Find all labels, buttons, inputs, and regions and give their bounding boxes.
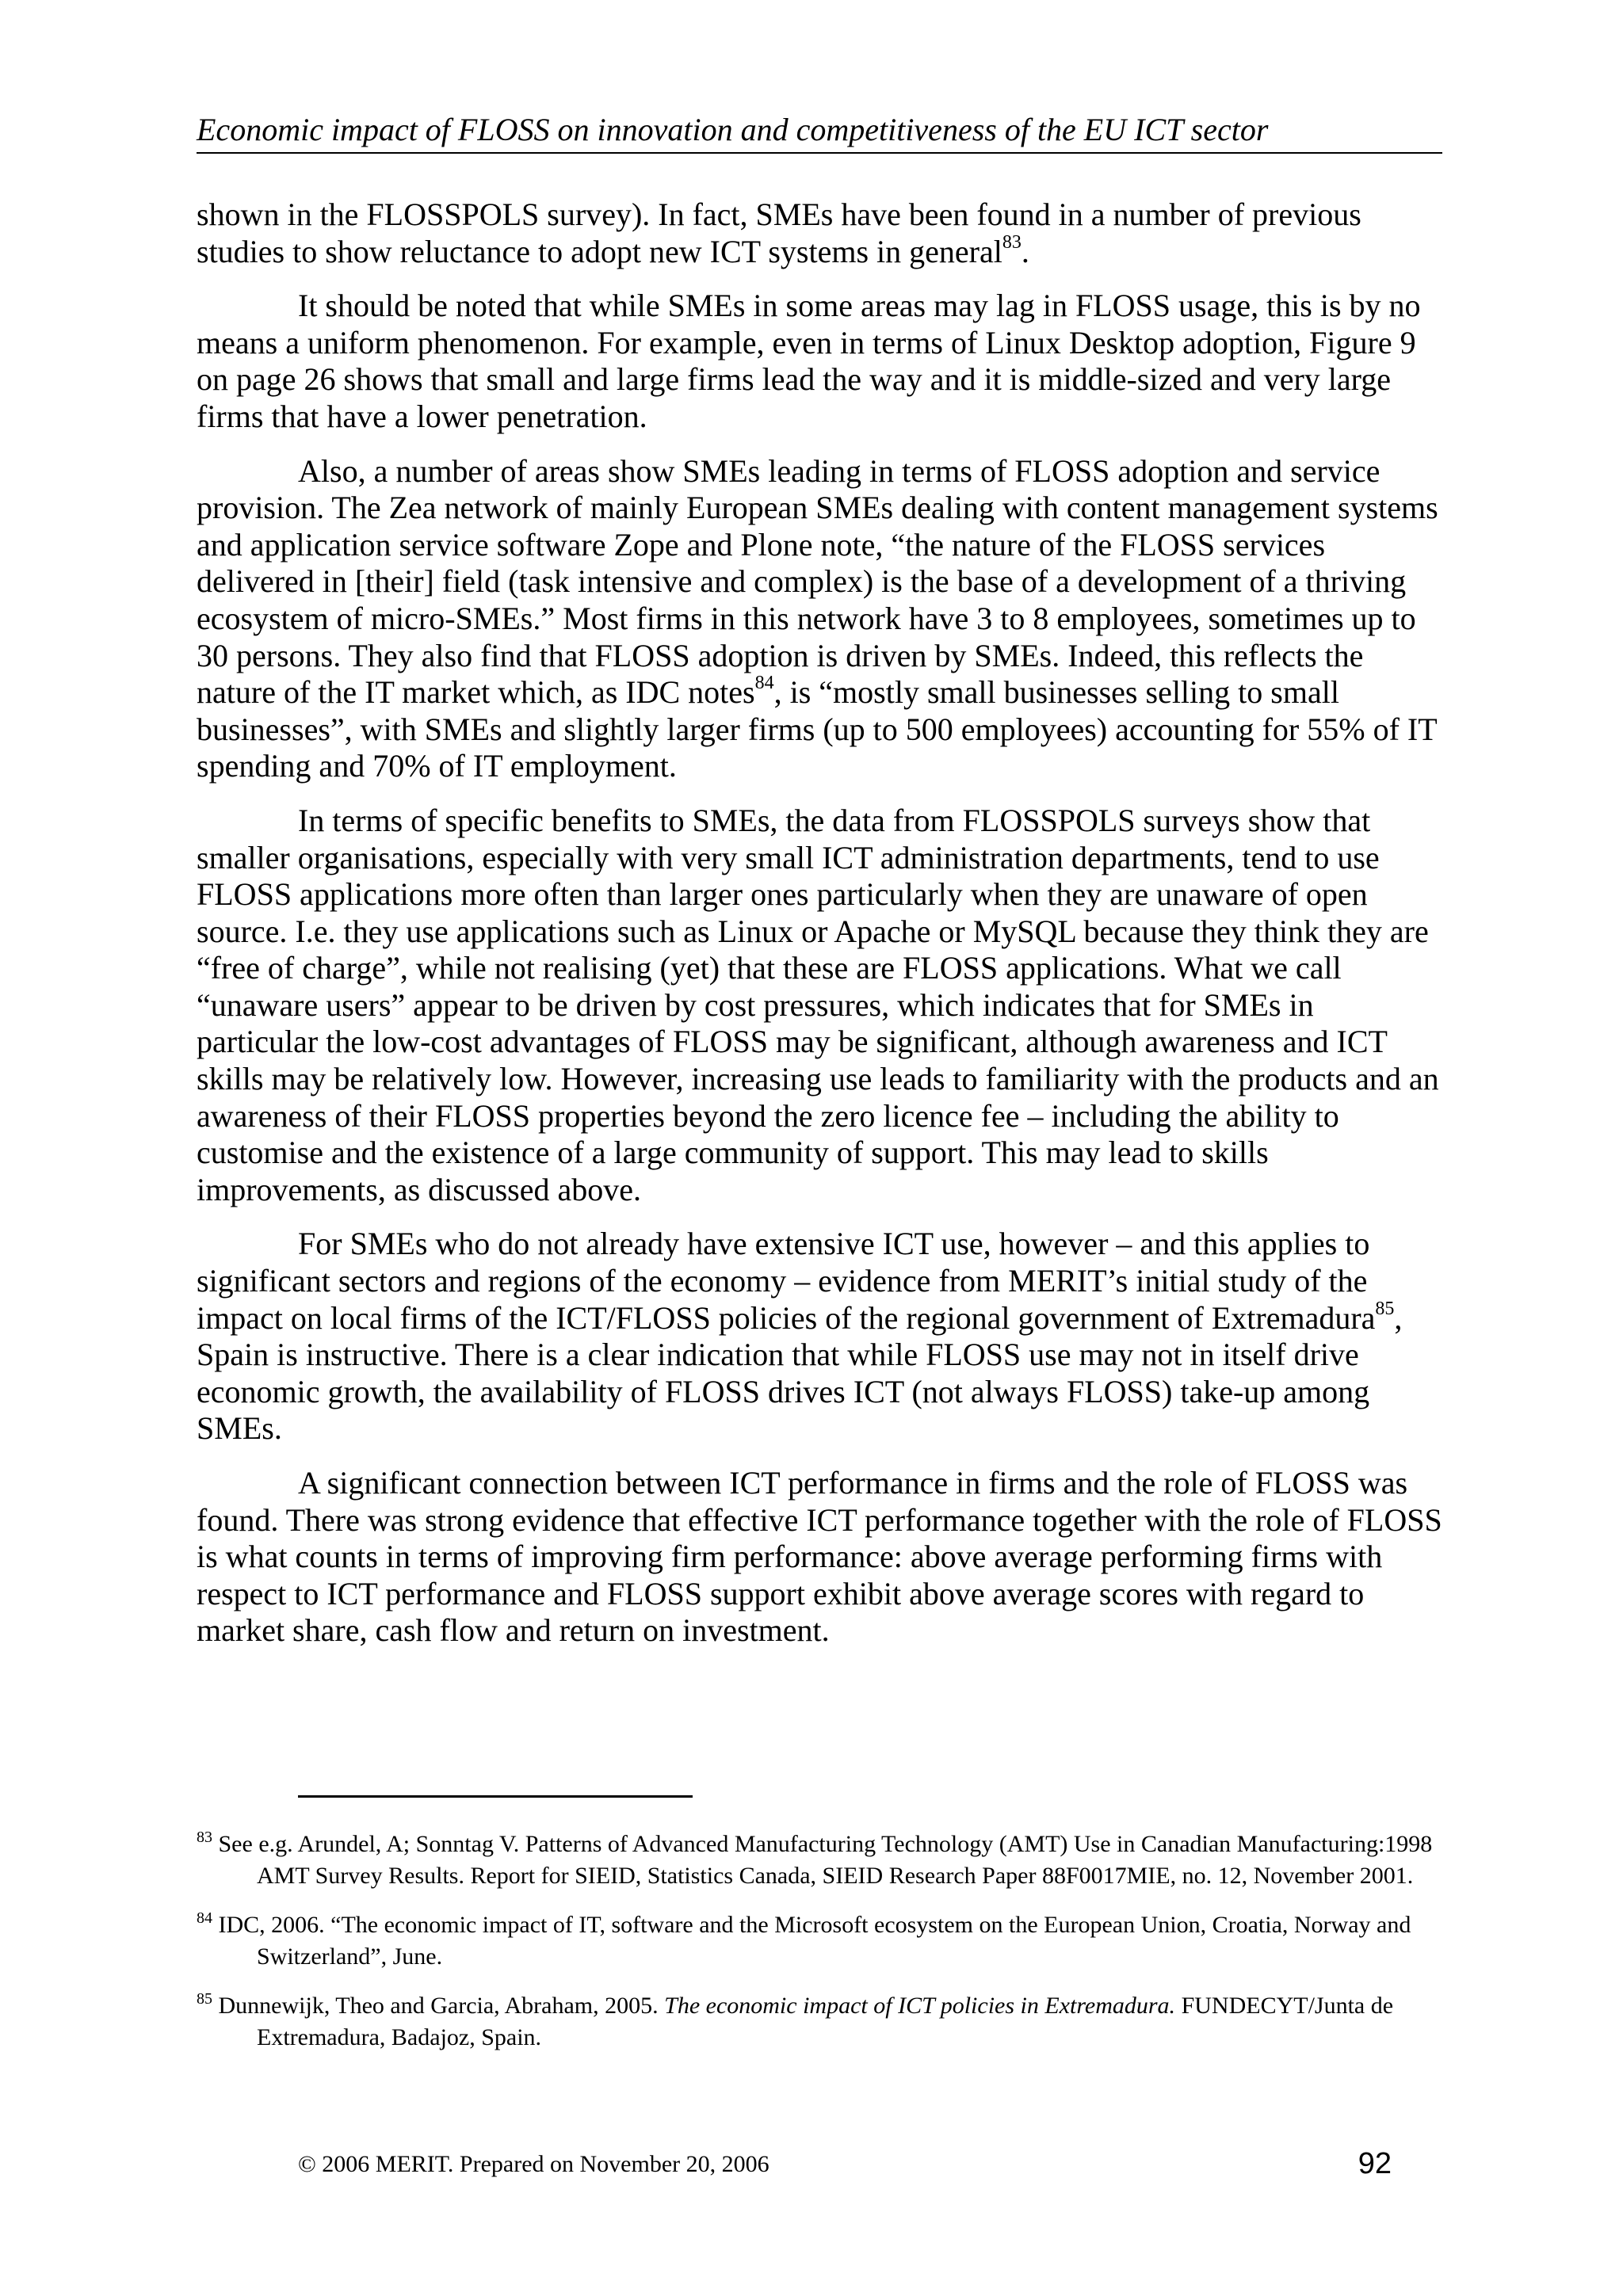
paragraph-1 (197, 196, 1442, 270)
footnote-number: 84 (197, 1909, 212, 1927)
paragraph-text: , is “mostly small businesses selling to small businesses”, with SMEs and slightly larger firms (up to 500 employees) accounting for 55% of IT spending and 70% of IT employment. (197, 674, 1437, 784)
footnote-85 (197, 1990, 1442, 2054)
body-text (197, 196, 1442, 1667)
footnote-ref-84[interactable]: 84 (754, 673, 774, 694)
footnote-title: The economic impact of ICT policies in Extremadura. (664, 1993, 1176, 2019)
footnote-text: IDC, 2006. “The economic impact of IT, software and the Microsoft ecosystem on the European Union, Croatia, Norway and Switzerland”, June. (212, 1912, 1411, 1970)
paragraph-text: , Spain is instructive. There is a clear indication that while FLOSS use may not in itself drive economic growth, the availability of FLOSS drives ICT (not always FLOSS) take-up among SMEs. (197, 1299, 1403, 1447)
paragraph-2: It should be noted that while SMEs in some areas may lag in FLOSS usage, this is by no means a uniform phenomenon. For example, even in terms of Linux Desktop adoption, Figure 9 on page 26 shows that small and large firms lead the way and it is middle-sized and very large firms that have a lower penetration. (197, 288, 1421, 434)
footnotes (197, 1829, 1442, 2071)
paragraph-5 (197, 1226, 1442, 1447)
paragraph-text: Also, a number of areas show SMEs leading in terms of FLOSS adoption and service provision. The Zea network of mainly European SMEs dealing with content management systems and application service software Zope and Plone note, “the nature of the FLOSS services delivered in [their] field (task intensive and complex) is the base of a development of a thriving ecosystem of micro-SMEs.” Most firms in this network have 3 to 8 employees, sometimes up to 30 persons. They also find that FLOSS adoption is driven by SMEs. Indeed, this reflects the nature of the IT market which, as IDC notes (197, 452, 1438, 711)
footnote-83 (197, 1829, 1442, 1892)
footnote-ref-83[interactable]: 83 (1002, 231, 1022, 253)
footnote-text: See e.g. Arundel, A; Sonntag V. Patterns of Advanced Manufacturing Technology (AMT) Use in Canadian Manufacturing:1998 AMT Survey Results. Report for SIEID, Statistics Canada, SIEID Research Paper 88F0017MIE, no. 12, November 2001. (212, 1831, 1433, 1889)
footnote-number: 85 (197, 1990, 212, 2008)
page-footer (298, 2147, 1392, 2185)
footnote-84 (197, 1909, 1442, 1973)
footnote-text: FUNDECYT/Junta de Extremadura, Badajoz, Spain. (257, 1993, 1394, 2050)
footnote-separator (298, 1795, 693, 1798)
paragraph-text: . (1021, 233, 1029, 269)
running-header (197, 111, 1442, 154)
paragraph-6: A significant connection between ICT performance in firms and the role of FLOSS was found. There was strong evidence that effective ICT performance together with the role of FLOSS is what counts in terms of improving firm performance: above average performing firms with respect to ICT performance and FLOSS support exhibit above average scores with regard to market share, cash flow and return on investment. (197, 1465, 1442, 1649)
paragraph-3 (197, 453, 1442, 785)
paragraph-4: In terms of specific benefits to SMEs, the data from FLOSSPOLS surveys show that smaller organisations, especially with very small ICT administration departments, tend to use FLOSS applications more often than larger ones particularly when they are unaware of open source. I.e. they use applications such as Linux or Apache or MySQL because they think they are “free of charge”, while not realising (yet) that these are FLOSS applications. What we call “unaware users” appear to be driven by cost pressures, which indicates that for SMEs in particular the low-cost advantages of FLOSS may be significant, although awareness and ICT skills may be relatively low. However, increasing use leads to familiarity with the products and an awareness of their FLOSS properties beyond the zero licence fee – including the ability to customise and the existence of a large community of support. This may lead to skills improvements, as discussed above. (197, 802, 1439, 1207)
footnote-number: 83 (197, 1829, 212, 1846)
paragraph-text: shown in the FLOSSPOLS survey). In fact, SMEs have been found in a number of previous studies to show reluctance to adopt new ICT systems in general (197, 196, 1361, 269)
copyright-notice: © 2006 MERIT. Prepared on November 20, 2006 (298, 2151, 769, 2177)
footnote-text: Dunnewijk, Theo and Garcia, Abraham, 2005. (212, 1993, 665, 2019)
header-title: Economic impact of FLOSS on innovation and competitiveness of the EU ICT sector (197, 112, 1269, 147)
page-number: 92 (1358, 2147, 1392, 2180)
paragraph-text: For SMEs who do not already have extensive ICT use, however – and this applies to significant sectors and regions of the economy – evidence from MERIT’s initial study of the impact on local firms of the ICT/FLOSS policies of the regional government of Extremadura (197, 1226, 1376, 1336)
footnote-ref-85[interactable]: 85 (1375, 1298, 1395, 1319)
